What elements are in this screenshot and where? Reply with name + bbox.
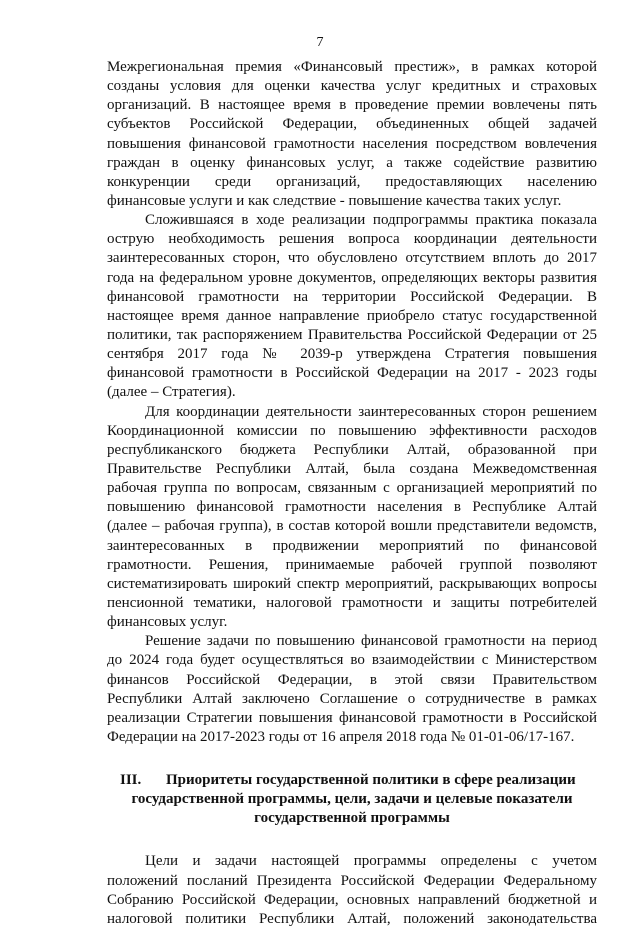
- text-line: грамотности. Решения, принимаемые рабочей группой позволяют: [107, 556, 597, 573]
- text-line: организаций. В настоящее время в проведение премии вовлечены пять: [107, 97, 597, 114]
- text-line: заинтересованных сторон, что обусловлено отсутствием вплоть до 2017: [107, 250, 597, 267]
- text-line: пенсионной тематики, налоговой грамотности и защиты потребителей: [107, 594, 597, 611]
- text-line: острую необходимость решения вопроса координации деятельности: [107, 231, 597, 248]
- text-line: финансовых услуг.: [107, 614, 228, 631]
- heading-line: государственной программы: [254, 810, 450, 827]
- document-body: [107, 58, 597, 929]
- text-line: республиканского бюджета Республики Алтай, образованной при: [107, 441, 597, 458]
- text-line: заинтересованных в продвижении мероприятий по финансовой: [107, 537, 597, 554]
- text-line: граждан в оценку финансовых услуг, а также содействие развитию: [107, 154, 597, 171]
- text-line: финансовой грамотности на территории Российской Федерации. В: [107, 288, 597, 305]
- text-line: субъектов Российской Федерации, объединенных общей задачей: [107, 116, 597, 133]
- text-line: Правительстве Республики Алтай, была создана Межведомственная: [107, 460, 597, 477]
- text-line: года на федеральном уровне документов, определяющих векторы развития: [107, 269, 597, 286]
- paragraph-working-group: [107, 403, 597, 633]
- text-line: сентября 2017 года № 2039-р утверждена Стратегия повышения: [107, 346, 597, 363]
- page-number: 7: [316, 35, 324, 50]
- heading-line: [107, 771, 597, 790]
- text-line: (далее – Стратегия).: [107, 384, 236, 401]
- text-line: реализации Стратегии повышения финансовой грамотности в Российской: [107, 709, 597, 726]
- text-line: положений посланий Президента Российской Федерации Федеральному: [107, 872, 597, 889]
- paragraph-ministry-cooperation: [107, 632, 597, 747]
- text-line: Координационной комиссии по повышению эффективности расходов: [107, 422, 597, 439]
- text-line: финансов Российской Федерации, в этой связи Правительством: [107, 671, 597, 688]
- text-line: Федерации на 2017-2023 годы от 16 апреля 2018 года № 01-01-06/17-167.: [107, 728, 575, 745]
- text-line: финансовой грамотности в Российской Федерации на 2017 - 2023 годы: [107, 365, 597, 382]
- text-line: (далее – рабочая группа), в состав которой вошли представители ведомств,: [107, 518, 597, 535]
- text-line: финансовые услуги и как следствие - повышение качества таких услуг.: [107, 192, 562, 209]
- text-line: до 2024 года будет осуществляться во взаимодействии с Министерством: [107, 652, 597, 669]
- paragraph-goals-and-tasks: [107, 852, 597, 929]
- text-line: Сложившаяся в ходе реализации подпрограммы практика показала: [145, 212, 597, 229]
- text-line: конкуренции среди организаций, предоставляющих населению: [107, 173, 597, 190]
- section-heading: [107, 771, 597, 828]
- text-line: созданы условия для оценки качества услуг кредитных и страховых: [107, 78, 597, 95]
- text-line: Решение задачи по повышению финансовой грамотности на период: [145, 633, 597, 650]
- text-line: Собранию Российской Федерации, основных направлений бюджетной и: [107, 891, 597, 908]
- text-line: Цели и задачи настоящей программы определены с учетом: [145, 853, 597, 870]
- text-line: налоговой политики Республики Алтай, положений законодательства: [107, 910, 597, 927]
- text-line: Межрегиональная премия «Финансовый престиж», в рамках которой: [107, 59, 597, 75]
- text-line: повышению финансовой грамотности населения в Республике Алтай: [107, 499, 597, 516]
- text-line: Республики Алтай заключено Соглашение о сотрудничестве в рамках: [107, 690, 597, 707]
- text-line: рабочая группа по вопросам, связанным с организацией мероприятий по: [107, 480, 597, 497]
- heading-line: государственной программы, цели, задачи и целевые показатели: [131, 791, 573, 808]
- text-line: Для координации деятельности заинтересованных сторон решением: [145, 403, 597, 420]
- heading-text: Приоритеты государственной политики в сфере реализации: [166, 772, 576, 789]
- text-line: политики, так распоряжением Правительства Российской Федерации от 25: [107, 326, 597, 343]
- text-line: систематизировать широкий спектр мероприятий, раскрывающих вопросы: [107, 575, 597, 592]
- paragraph-coordination-practice: [107, 211, 597, 402]
- text-line: настоящее время данное направление приобрело статус государственной: [107, 307, 597, 324]
- section-number: III.: [120, 772, 142, 789]
- paragraph-financial-prestige: [107, 58, 597, 211]
- text-line: повышения финансовой грамотности населения посредством вовлечения: [107, 135, 597, 152]
